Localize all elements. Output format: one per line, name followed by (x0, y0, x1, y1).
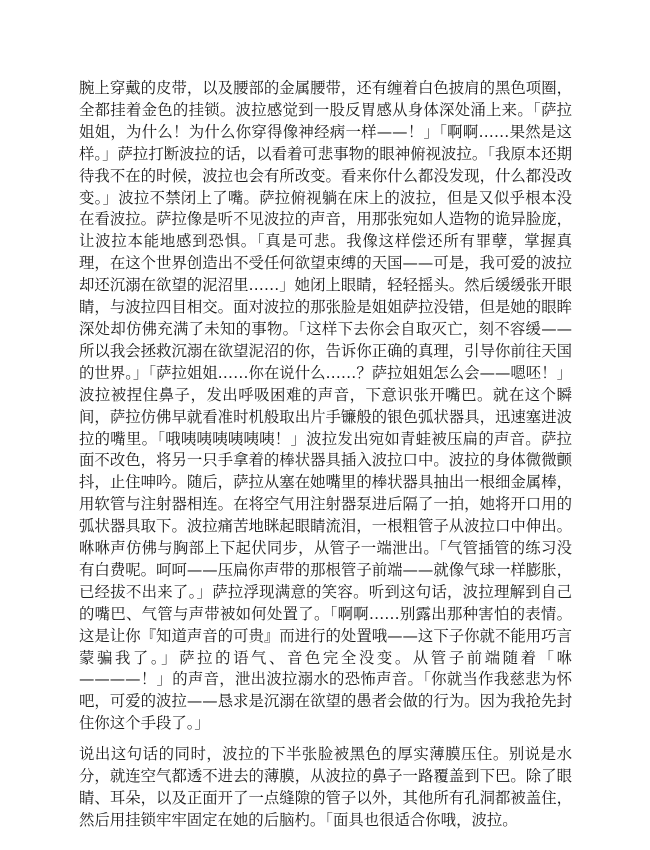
body-text (79, 78, 572, 832)
paragraph-1: 腕上穿戴的皮带，以及腰部的金属腰带，还有缠着白色披肩的黑色项圈，全都挂着金色的挂锁。波拉感觉到一股反胃感从身体深处涌上来。「萨拉姐姐，为什么！为什么你穿得像神经病一样——！」「啊啊……果然是这样。」萨拉打断波拉的话，以看着可悲事物的眼神俯视波拉。「我原本还期待我不在的时候，波拉也会有所改变。看来你什么都没发现，什么都没改变。」波拉不禁闭上了嘴。萨拉俯视躺在床上的波拉，但是又似乎根本没在看波拉。萨拉像是听不见波拉的声音，用那张宛如人造物的诡异脸庞，让波拉本能地感到恐惧。「真是可悲。我像这样偿还所有罪孽，掌握真理，在这个世界创造出不受任何欲望束缚的天国——可是，我可爱的波拉却还沉溺在欲望的泥沼里……」她闭上眼睛，轻轻摇头。然后缓缓张开眼睛，与波拉四目相交。面对波拉的那张脸是姐姐萨拉没错，但是她的眼眸深处却仿佛充满了未知的事物。「这样下去你会自取灭亡，刻不容缓——所以我会拯救沉溺在欲望泥沼的你，告诉你正确的真理，引导你前往天国的世界。」「萨拉姐姐……你在说什么……？萨拉姐姐怎么会——嗯呸！」波拉被捏住鼻子，发出呼吸困难的声音，下意识张开嘴巴。就在这个瞬间，萨拉仿佛早就看准时机般取出片手镰般的银色弧状器具，迅速塞进波拉的嘴里。「哦咦咦咦咦咦咦！」波拉发出宛如青蛙被压扁的声音。萨拉面不改色，将另一只手拿着的棒状器具插入波拉口中。波拉的身体微微颤抖，止住呻吟。随后，萨拉从塞在她嘴里的棒状器具抽出一根细金属棒，用软管与注射器相连。在将空气用注射器泵进后隔了一拍，她将开口用的弧状器具取下。波拉痛苦地眯起眼睛流泪，一根粗管子从波拉口中伸出。咻咻声仿佛与胸部上下起伏同步，从管子一端泄出。「气管插管的练习没有白费呢。呵呵——压扁你声带的那根管子前端——就像气球一样膨胀，已经拔不出来了。」萨拉浮现满意的笑容。听到这句话，波拉理解到自己的嘴巴、气管与声带被如何处置了。「啊啊……别露出那种害怕的表情。这是让你『知道声音的可贵』而进行的处置哦——这下子你就不能用巧言蒙骗我了。」萨拉的语气、音色完全没变。从管子前端随着「咻————！」的声音，泄出波拉溺水的恐怖声音。「你就当作我慈悲为怀吧，可爱的波拉——恳求是沉溺在欲望的愚者会做的行为。因为我抢先封住你这个手段了。」 (79, 79, 572, 733)
paragraph-2: 说出这句话的同时，波拉的下半张脸被黑色的厚实薄膜压住。别说是水分，就连空气都透不进去的薄膜，从波拉的鼻子一路覆盖到下巴。除了眼睛、耳朵，以及正面开了一点缝隙的管子以外，其他所有孔洞都被盖住，然后用挂锁牢牢固定在她的后脑杓。「面具也很适合你哦，波拉。 (79, 745, 572, 829)
